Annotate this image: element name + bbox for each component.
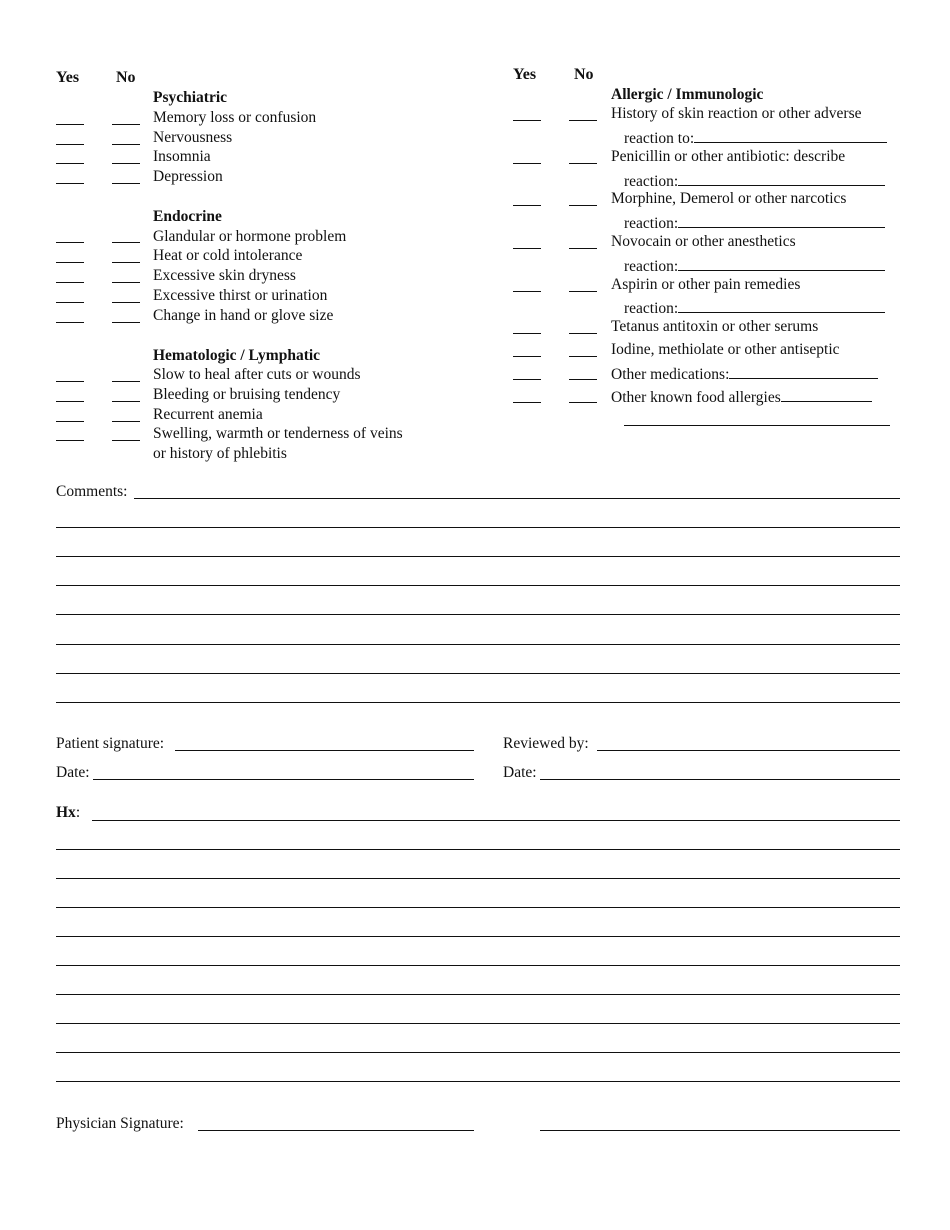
reaction-field[interactable] xyxy=(678,213,885,228)
comments-line[interactable] xyxy=(56,527,900,528)
no-blank[interactable] xyxy=(569,120,597,121)
item-reaction-line: reaction to: xyxy=(624,128,887,148)
item-label: Nervousness xyxy=(153,129,233,146)
yes-blank[interactable] xyxy=(513,356,541,357)
food-allergies-field[interactable] xyxy=(781,387,872,402)
yes-blank[interactable] xyxy=(513,291,541,292)
hx-line[interactable] xyxy=(56,1081,900,1082)
reaction-field[interactable] xyxy=(678,298,885,313)
no-blank[interactable] xyxy=(112,440,140,441)
item-label: Glandular or hormone problem xyxy=(153,228,347,245)
right-yes-header: Yes xyxy=(513,66,537,83)
no-blank[interactable] xyxy=(112,421,140,422)
yes-blank[interactable] xyxy=(56,322,84,323)
date-label: Date: xyxy=(503,764,537,781)
no-blank[interactable] xyxy=(112,322,140,323)
section-title-psychiatric: Psychiatric xyxy=(153,89,228,106)
comments-line[interactable] xyxy=(56,673,900,674)
yes-blank[interactable] xyxy=(513,379,541,380)
item-label: Depression xyxy=(153,168,223,185)
yes-blank[interactable] xyxy=(56,440,84,441)
yes-blank[interactable] xyxy=(56,242,84,243)
physician-date-field[interactable] xyxy=(540,1130,900,1131)
item-label: Iodine, methiolate or other antiseptic xyxy=(611,341,840,358)
no-blank[interactable] xyxy=(112,381,140,382)
yes-blank[interactable] xyxy=(56,144,84,145)
reviewed-by-label: Reviewed by: xyxy=(503,735,589,752)
comments-line[interactable] xyxy=(56,585,900,586)
hx-line[interactable] xyxy=(92,820,900,821)
item-label: Swelling, warmth or tenderness of veins xyxy=(153,425,403,442)
yes-blank[interactable] xyxy=(513,248,541,249)
no-blank[interactable] xyxy=(112,242,140,243)
yes-blank[interactable] xyxy=(56,421,84,422)
item-label: Aspirin or other pain remedies xyxy=(611,276,801,293)
yes-blank[interactable] xyxy=(56,183,84,184)
no-blank[interactable] xyxy=(569,291,597,292)
hx-line[interactable] xyxy=(56,878,900,879)
reviewed-by-field[interactable] xyxy=(597,750,900,751)
yes-blank[interactable] xyxy=(513,120,541,121)
patient-signature-label: Patient signature: xyxy=(56,735,165,752)
yes-blank[interactable] xyxy=(56,163,84,164)
yes-blank[interactable] xyxy=(56,381,84,382)
hx-line[interactable] xyxy=(56,849,900,850)
item-label: Penicillin or other antibiotic: describe xyxy=(611,148,846,165)
hx-line[interactable] xyxy=(56,1023,900,1024)
no-blank[interactable] xyxy=(112,302,140,303)
hx-line[interactable] xyxy=(56,1052,900,1053)
item-label-with-field: Other medications: xyxy=(611,364,878,384)
item-reaction-line: reaction: xyxy=(624,213,885,233)
hx-line[interactable] xyxy=(56,907,900,908)
no-blank[interactable] xyxy=(112,124,140,125)
item-label-continuation: or history of phlebitis xyxy=(153,445,287,462)
physician-signature-label: Physician Signature: xyxy=(56,1115,184,1132)
no-blank[interactable] xyxy=(112,401,140,402)
no-blank[interactable] xyxy=(569,333,597,334)
no-blank[interactable] xyxy=(569,205,597,206)
item-label: Morphine, Demerol or other narcotics xyxy=(611,190,847,207)
reviewer-date-field[interactable] xyxy=(540,779,900,780)
right-no-header: No xyxy=(574,66,594,83)
physician-signature-field[interactable] xyxy=(198,1130,474,1131)
no-blank[interactable] xyxy=(569,402,597,403)
left-no-header: No xyxy=(116,69,136,86)
item-label: Excessive skin dryness xyxy=(153,267,296,284)
reaction-field[interactable] xyxy=(694,128,887,143)
hx-label: Hx: xyxy=(56,804,81,821)
item-label: Bleeding or bruising tendency xyxy=(153,386,341,403)
no-blank[interactable] xyxy=(112,144,140,145)
yes-blank[interactable] xyxy=(56,401,84,402)
item-reaction-line: reaction: xyxy=(624,298,885,318)
left-yes-header: Yes xyxy=(56,69,80,86)
section-title-endocrine: Endocrine xyxy=(153,208,222,225)
reaction-field[interactable] xyxy=(678,171,885,186)
yes-blank[interactable] xyxy=(56,302,84,303)
yes-blank[interactable] xyxy=(56,262,84,263)
no-blank[interactable] xyxy=(569,163,597,164)
item-reaction-line: reaction: xyxy=(624,171,885,191)
comments-line[interactable] xyxy=(56,644,900,645)
comments-line[interactable] xyxy=(134,498,900,499)
yes-blank[interactable] xyxy=(513,333,541,334)
no-blank[interactable] xyxy=(112,262,140,263)
item-label: Heat or cold intolerance xyxy=(153,247,303,264)
item-label-with-field: Other known food allergies xyxy=(611,387,872,407)
item-label: Slow to heal after cuts or wounds xyxy=(153,366,361,383)
yes-blank[interactable] xyxy=(56,282,84,283)
patient-date-field[interactable] xyxy=(93,779,474,780)
hx-line[interactable] xyxy=(56,936,900,937)
yes-blank[interactable] xyxy=(513,163,541,164)
item-label: Tetanus antitoxin or other serums xyxy=(611,318,819,335)
no-blank[interactable] xyxy=(569,379,597,380)
hx-line[interactable] xyxy=(56,965,900,966)
other-medications-field[interactable] xyxy=(729,364,878,379)
item-label: Excessive thirst or urination xyxy=(153,287,328,304)
item-label: Insomnia xyxy=(153,148,211,165)
date-label: Date: xyxy=(56,764,90,781)
comments-line[interactable] xyxy=(56,556,900,557)
item-label: Recurrent anemia xyxy=(153,406,263,423)
item-label: History of skin reaction or other adverse xyxy=(611,105,862,122)
no-blank[interactable] xyxy=(569,248,597,249)
item-label: Novocain or other anesthetics xyxy=(611,233,796,250)
comments-line[interactable] xyxy=(56,702,900,703)
patient-signature-field[interactable] xyxy=(175,750,474,751)
yes-blank[interactable] xyxy=(513,205,541,206)
item-label: Memory loss or confusion xyxy=(153,109,317,126)
reaction-field[interactable] xyxy=(678,256,885,271)
no-blank[interactable] xyxy=(112,282,140,283)
no-blank[interactable] xyxy=(112,163,140,164)
comments-line[interactable] xyxy=(56,614,900,615)
section-title-allergic: Allergic / Immunologic xyxy=(611,86,764,103)
hx-line[interactable] xyxy=(56,994,900,995)
no-blank[interactable] xyxy=(569,356,597,357)
yes-blank[interactable] xyxy=(56,124,84,125)
comments-label: Comments: xyxy=(56,483,128,500)
yes-blank[interactable] xyxy=(513,402,541,403)
item-reaction-line: reaction: xyxy=(624,256,885,276)
item-label: Change in hand or glove size xyxy=(153,307,334,324)
no-blank[interactable] xyxy=(112,183,140,184)
food-allergies-extra-line[interactable] xyxy=(624,425,890,426)
section-title-hematologic: Hematologic / Lymphatic xyxy=(153,347,321,364)
